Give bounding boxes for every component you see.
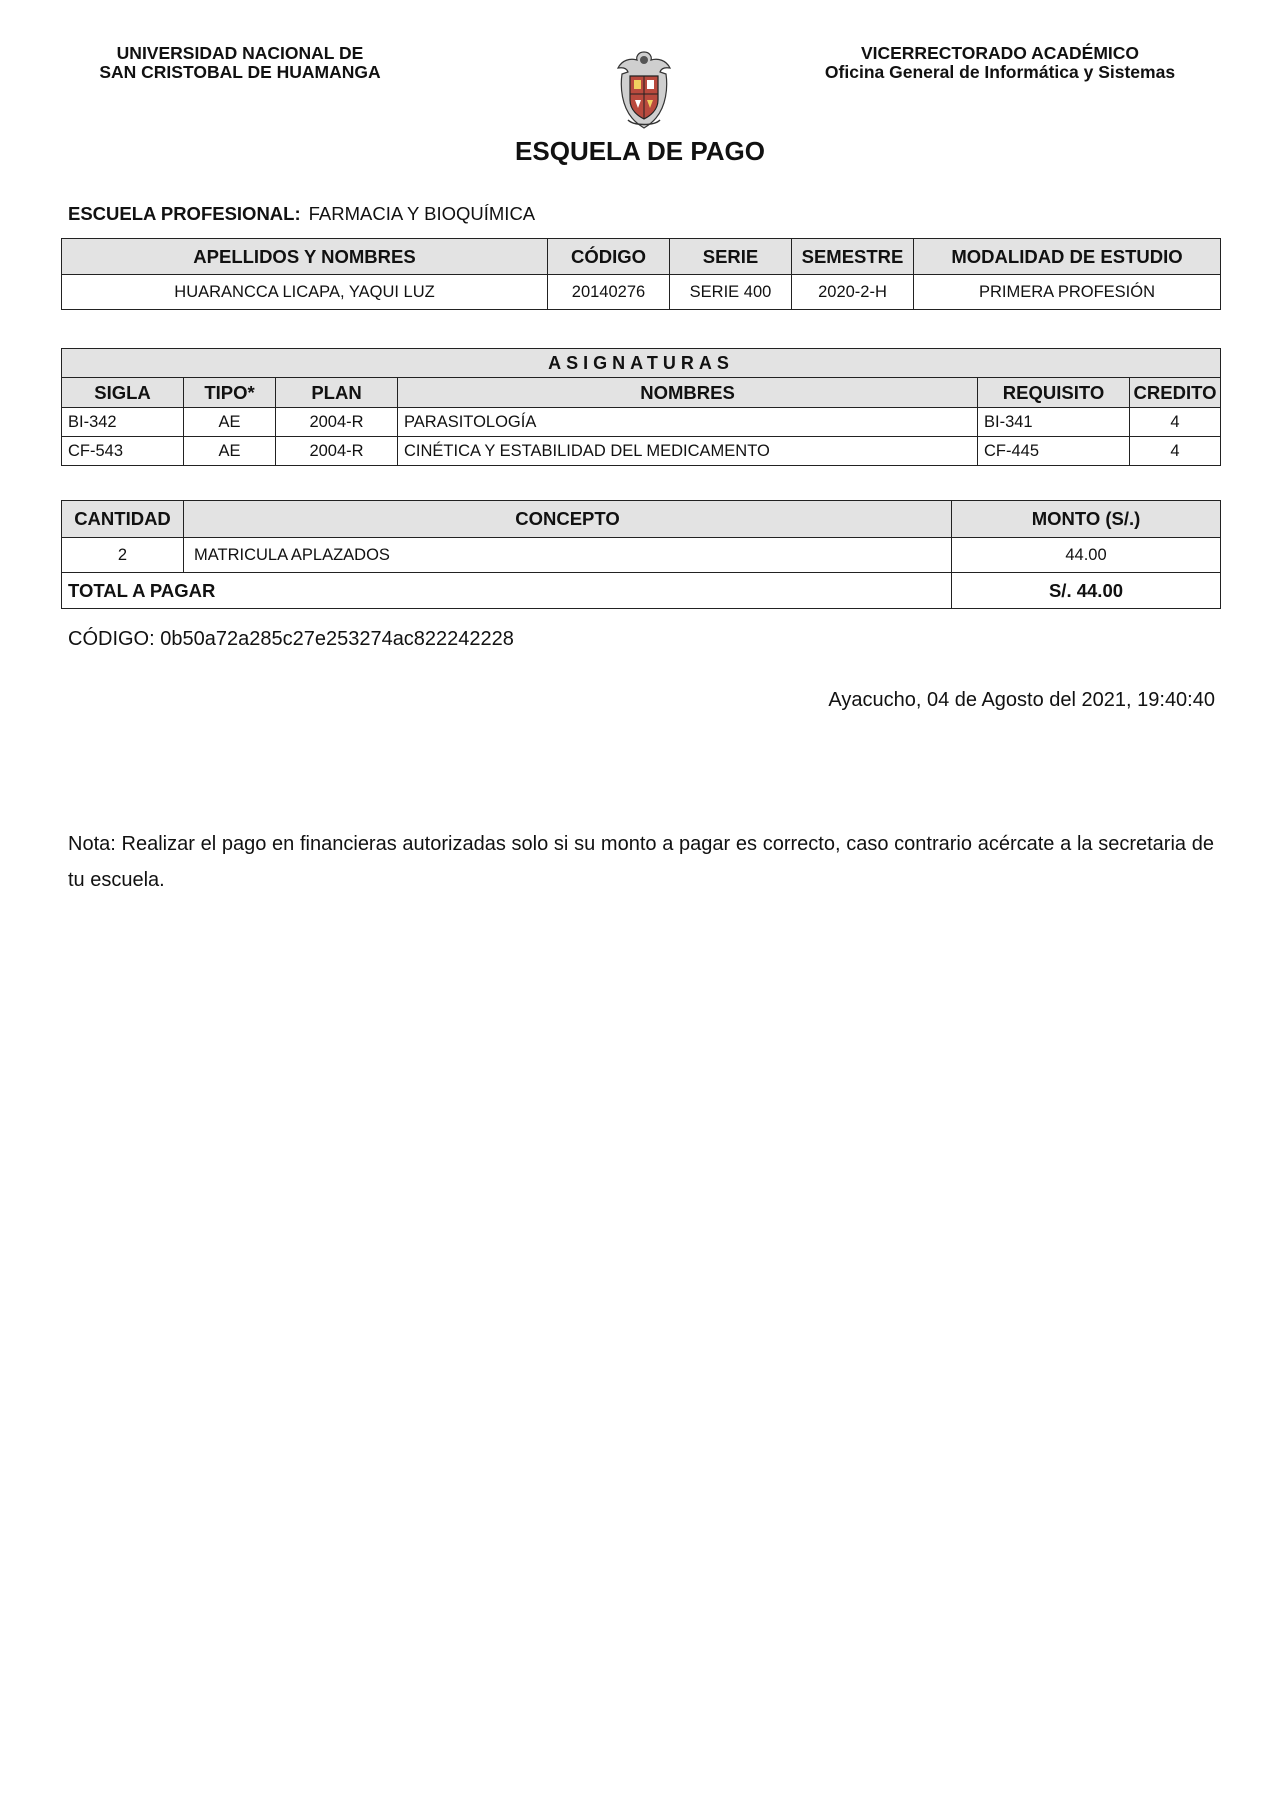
student-serie: SERIE 400 [670, 275, 792, 310]
university-name-line1: UNIVERSIDAD NACIONAL DE [116, 43, 364, 63]
payment-monto: 44.00 [952, 538, 1221, 573]
vicerrectorado-line2: Oficina General de Informática y Sistemas [824, 62, 1176, 82]
header-concepto: CONCEPTO [184, 501, 952, 538]
header-serie: SERIE [670, 239, 792, 275]
courses-table [61, 348, 1221, 466]
total-value: S/. 44.00 [952, 573, 1221, 609]
course-tipo: AE [184, 437, 276, 466]
vicerrectorado-line1: VICERRECTORADO ACADÉMICO [860, 43, 1140, 63]
student-header-row [62, 239, 1221, 275]
course-plan: 2004-R [276, 437, 398, 466]
university-name-line2: SAN CRISTOBAL DE HUAMANGA [99, 62, 381, 82]
header-modalidad: MODALIDAD DE ESTUDIO [914, 239, 1221, 275]
course-credito: 4 [1130, 437, 1221, 466]
vicerrectorado [780, 44, 1220, 82]
student-semestre: 2020-2-H [792, 275, 914, 310]
course-nombre: PARASITOLOGÍA [398, 408, 978, 437]
course-nombre: CINÉTICA Y ESTABILIDAD DEL MEDICAMENTO [398, 437, 978, 466]
course-sigla: BI-342 [62, 408, 184, 437]
header-requisito: REQUISITO [978, 378, 1130, 408]
payment-cantidad: 2 [62, 538, 184, 573]
header-credito: CREDITO [1130, 378, 1221, 408]
student-table [61, 238, 1221, 310]
student-name: HUARANCCA LICAPA, YAQUI LUZ [62, 275, 548, 310]
courses-caption: ASIGNATURAS [62, 349, 1221, 378]
student-code: 20140276 [548, 275, 670, 310]
escuela-profesional [68, 203, 535, 225]
payment-concepto: MATRICULA APLAZADOS [184, 538, 952, 573]
total-row [62, 573, 1221, 609]
student-modalidad: PRIMERA PROFESIÓN [914, 275, 1221, 310]
university-crest-icon [610, 48, 678, 130]
header-monto: MONTO (S/.) [952, 501, 1221, 538]
note: Nota: Realizar el pago en financieras autorizadas solo si su monto a pagar es correcto, caso contrario acércate a la secretaria de tu escuela. [68, 833, 1214, 891]
table-row [62, 408, 1221, 437]
courses-caption-row [62, 349, 1221, 378]
header-plan: PLAN [276, 378, 398, 408]
student-row [62, 275, 1221, 310]
course-sigla: CF-543 [62, 437, 184, 466]
payment-table [61, 500, 1221, 609]
header-codigo: CÓDIGO [548, 239, 670, 275]
course-tipo: AE [184, 408, 276, 437]
page-title: ESQUELA DE PAGO [515, 136, 765, 166]
course-requisito: CF-445 [978, 437, 1130, 466]
escuela-label: ESCUELA PROFESIONAL: [68, 203, 301, 224]
total-label: TOTAL A PAGAR [62, 573, 952, 609]
payment-header-row [62, 501, 1221, 538]
header-sigla: SIGLA [62, 378, 184, 408]
course-plan: 2004-R [276, 408, 398, 437]
table-row [62, 437, 1221, 466]
header-tipo: TIPO* [184, 378, 276, 408]
header-semestre: SEMESTRE [792, 239, 914, 275]
course-credito: 4 [1130, 408, 1221, 437]
header-cantidad: CANTIDAD [62, 501, 184, 538]
courses-header-row [62, 378, 1221, 408]
header-nombres: NOMBRES [398, 378, 978, 408]
university-name [60, 44, 420, 82]
table-row [62, 538, 1221, 573]
course-requisito: BI-341 [978, 408, 1130, 437]
date-location: Ayacucho, 04 de Agosto del 2021, 19:40:40 [828, 689, 1215, 711]
header-apellidos: APELLIDOS Y NOMBRES [62, 239, 548, 275]
payment-code: CÓDIGO: 0b50a72a285c27e253274ac822242228 [68, 628, 514, 650]
escuela-value: FARMACIA Y BIOQUÍMICA [308, 203, 536, 224]
